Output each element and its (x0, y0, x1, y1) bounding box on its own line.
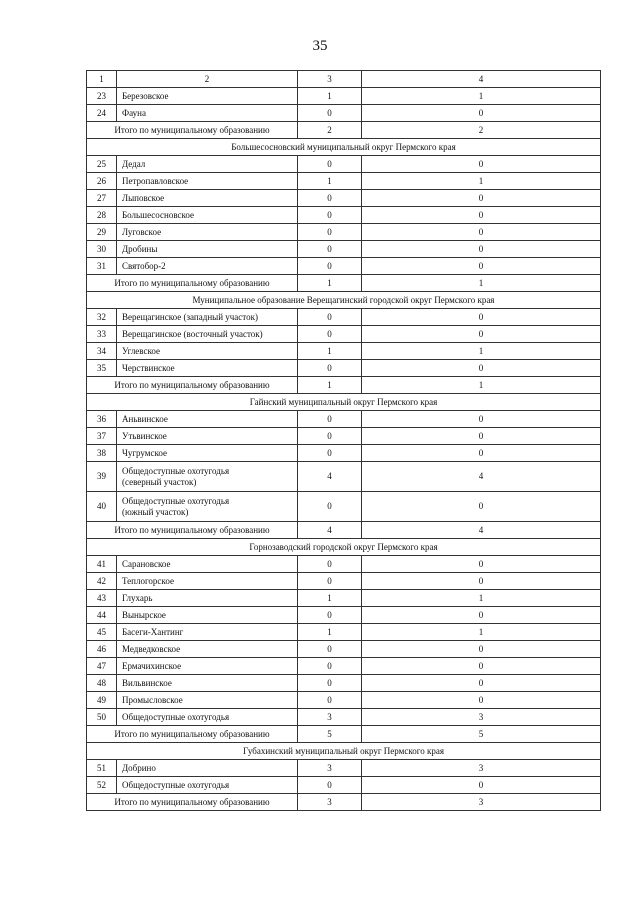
row-name (117, 624, 298, 641)
table-row (87, 760, 601, 777)
row-name-line: Верещагинское (западный участок) (122, 311, 258, 322)
row-name (117, 411, 298, 428)
row-name-line: Березовское (122, 90, 169, 101)
total-value-1: 1 (298, 377, 362, 394)
row-value-2: 3 (362, 760, 601, 777)
header-col-4: 4 (362, 71, 601, 88)
row-name-line: Большесосновское (122, 209, 195, 220)
row-name-line: Теплогорское (122, 575, 174, 586)
total-label: Итого по муниципальному образованию (87, 122, 298, 139)
row-name-line: Петропавловское (122, 175, 189, 186)
row-name (117, 573, 298, 590)
row-number: 43 (87, 590, 117, 607)
row-name (117, 309, 298, 326)
table-row (87, 624, 601, 641)
row-value-2: 0 (362, 692, 601, 709)
total-row (87, 275, 601, 292)
row-number: 46 (87, 641, 117, 658)
table-row (87, 360, 601, 377)
page-number: 35 (312, 38, 328, 54)
table-row (87, 428, 601, 445)
table-row (87, 258, 601, 275)
row-value-1: 0 (298, 556, 362, 573)
row-value-1: 0 (298, 607, 362, 624)
table-row (87, 156, 601, 173)
row-name-line: Дробины (122, 243, 158, 254)
row-name (117, 326, 298, 343)
row-name (117, 658, 298, 675)
total-row (87, 122, 601, 139)
row-name-line: Общедоступные охотугодья (122, 779, 230, 790)
row-name-line: Медведковское (122, 643, 181, 654)
row-number: 36 (87, 411, 117, 428)
table-row (87, 309, 601, 326)
row-value-2: 0 (362, 428, 601, 445)
row-name-line: Луговское (122, 226, 162, 237)
total-row (87, 522, 601, 539)
table-row (87, 492, 601, 522)
header-col-2: 2 (117, 71, 298, 88)
header-col-1: 1 (87, 71, 117, 88)
row-name (117, 692, 298, 709)
row-value-1: 0 (298, 573, 362, 590)
total-row (87, 726, 601, 743)
row-name (117, 556, 298, 573)
row-value-1: 0 (298, 658, 362, 675)
row-number: 23 (87, 88, 117, 105)
total-value-2: 4 (362, 522, 601, 539)
row-name-line-2: (южный участок) (122, 506, 189, 517)
section-header-row (87, 394, 601, 411)
row-number: 51 (87, 760, 117, 777)
section-title: Большесосновский муниципальный округ Пермского края (87, 139, 601, 156)
row-number: 28 (87, 207, 117, 224)
row-name (117, 343, 298, 360)
total-label: Итого по муниципальному образованию (87, 522, 298, 539)
row-number: 38 (87, 445, 117, 462)
row-number: 30 (87, 241, 117, 258)
row-value-1: 0 (298, 445, 362, 462)
table-row (87, 445, 601, 462)
row-number: 52 (87, 777, 117, 794)
row-name (117, 428, 298, 445)
table-row (87, 607, 601, 624)
row-number: 47 (87, 658, 117, 675)
row-value-2: 1 (362, 88, 601, 105)
row-name-line: Верещагинское (восточный участок) (122, 328, 263, 339)
row-value-2: 0 (362, 556, 601, 573)
row-number: 34 (87, 343, 117, 360)
row-name-line: Вынырское (122, 609, 166, 620)
table-row (87, 326, 601, 343)
row-number: 25 (87, 156, 117, 173)
row-value-2: 0 (362, 326, 601, 343)
table-row (87, 641, 601, 658)
row-value-1: 0 (298, 411, 362, 428)
row-number: 35 (87, 360, 117, 377)
row-value-1: 3 (298, 709, 362, 726)
row-number: 42 (87, 573, 117, 590)
row-number: 48 (87, 675, 117, 692)
row-value-2: 0 (362, 641, 601, 658)
table-row (87, 88, 601, 105)
total-value-1: 1 (298, 275, 362, 292)
row-value-2: 0 (362, 224, 601, 241)
row-value-1: 0 (298, 207, 362, 224)
row-name (117, 224, 298, 241)
row-name (117, 241, 298, 258)
row-name (117, 207, 298, 224)
row-value-1: 0 (298, 360, 362, 377)
row-name-line: Глухарь (122, 592, 153, 603)
row-value-1: 0 (298, 105, 362, 122)
row-number: 37 (87, 428, 117, 445)
row-value-2: 0 (362, 573, 601, 590)
row-name (117, 173, 298, 190)
row-name-line: Черствинское (122, 362, 175, 373)
row-name (117, 641, 298, 658)
row-value-2: 0 (362, 675, 601, 692)
row-value-2: 0 (362, 658, 601, 675)
total-value-2: 1 (362, 275, 601, 292)
table-row (87, 462, 601, 492)
table-row (87, 590, 601, 607)
row-name-line: Углевское (122, 345, 161, 356)
table-row (87, 241, 601, 258)
row-value-2: 0 (362, 190, 601, 207)
row-name-line: Общедоступные охотугодья (122, 495, 230, 506)
row-name-line: Святобор-2 (122, 260, 166, 271)
row-name (117, 590, 298, 607)
row-value-2: 1 (362, 624, 601, 641)
total-label: Итого по муниципальному образованию (87, 377, 298, 394)
row-name (117, 675, 298, 692)
row-value-1: 0 (298, 190, 362, 207)
row-name-line: Добрино (122, 762, 156, 773)
table-row (87, 692, 601, 709)
row-name (117, 492, 298, 522)
total-label: Итого по муниципальному образованию (87, 275, 298, 292)
table-row (87, 777, 601, 794)
row-value-2: 0 (362, 492, 601, 522)
row-number: 32 (87, 309, 117, 326)
section-header-row (87, 743, 601, 760)
row-name-line: Фауна (122, 107, 146, 118)
row-value-1: 0 (298, 258, 362, 275)
row-value-1: 0 (298, 692, 362, 709)
hunting-grounds-table (86, 70, 601, 811)
row-value-1: 0 (298, 641, 362, 658)
row-value-2: 0 (362, 105, 601, 122)
section-header-row (87, 539, 601, 556)
table-row (87, 343, 601, 360)
table-row (87, 709, 601, 726)
row-value-1: 0 (298, 675, 362, 692)
row-number: 40 (87, 492, 117, 522)
row-value-1: 0 (298, 224, 362, 241)
table-row (87, 207, 601, 224)
row-number: 24 (87, 105, 117, 122)
row-value-2: 0 (362, 156, 601, 173)
row-value-1: 1 (298, 343, 362, 360)
row-value-2: 0 (362, 360, 601, 377)
row-value-1: 3 (298, 760, 362, 777)
total-value-2: 3 (362, 794, 601, 811)
row-number: 49 (87, 692, 117, 709)
row-name-line: Лыповское (122, 192, 165, 203)
row-value-1: 0 (298, 492, 362, 522)
row-name-line: Чугрумское (122, 447, 168, 458)
row-value-2: 0 (362, 777, 601, 794)
row-name-line: Промысловское (122, 694, 183, 705)
row-name (117, 156, 298, 173)
table-row (87, 190, 601, 207)
total-value-1: 2 (298, 122, 362, 139)
row-value-2: 0 (362, 309, 601, 326)
row-name (117, 462, 298, 492)
total-row (87, 794, 601, 811)
row-value-2: 0 (362, 207, 601, 224)
row-value-1: 1 (298, 88, 362, 105)
row-value-2: 1 (362, 343, 601, 360)
row-name (117, 445, 298, 462)
row-number: 26 (87, 173, 117, 190)
row-name (117, 88, 298, 105)
section-header-row (87, 292, 601, 309)
total-row (87, 377, 601, 394)
row-value-2: 1 (362, 173, 601, 190)
row-name (117, 709, 298, 726)
total-value-1: 3 (298, 794, 362, 811)
row-value-1: 0 (298, 777, 362, 794)
table-row (87, 411, 601, 428)
row-name (117, 105, 298, 122)
total-label: Итого по муниципальному образованию (87, 726, 298, 743)
row-number: 45 (87, 624, 117, 641)
row-name-line: Аньвинское (122, 413, 168, 424)
row-name (117, 760, 298, 777)
header-col-3: 3 (298, 71, 362, 88)
section-title: Муниципальное образование Верещагинский городской округ Пермского края (87, 292, 601, 309)
row-value-2: 0 (362, 411, 601, 428)
row-value-1: 0 (298, 428, 362, 445)
row-value-2: 0 (362, 258, 601, 275)
row-value-1: 0 (298, 309, 362, 326)
row-number: 44 (87, 607, 117, 624)
row-value-2: 4 (362, 462, 601, 492)
row-value-1: 0 (298, 156, 362, 173)
row-name-line: Вильвинское (122, 677, 172, 688)
row-name-line: Общедоступные охотугодья (122, 711, 230, 722)
row-number: 50 (87, 709, 117, 726)
row-value-1: 0 (298, 241, 362, 258)
section-title: Гайнский муниципальный округ Пермского края (87, 394, 601, 411)
table-row (87, 573, 601, 590)
total-label: Итого по муниципальному образованию (87, 794, 298, 811)
total-value-1: 4 (298, 522, 362, 539)
row-value-1: 1 (298, 624, 362, 641)
section-header-row (87, 139, 601, 156)
total-value-1: 5 (298, 726, 362, 743)
row-value-1: 1 (298, 173, 362, 190)
section-title: Губахинский муниципальный округ Пермского края (87, 743, 601, 760)
row-number: 29 (87, 224, 117, 241)
row-value-2: 3 (362, 709, 601, 726)
row-name-line: Общедоступные охотугодья (122, 465, 230, 476)
row-number: 39 (87, 462, 117, 492)
row-name-line: Басеги-Хантинг (122, 626, 184, 637)
row-number: 27 (87, 190, 117, 207)
total-value-2: 2 (362, 122, 601, 139)
row-name (117, 190, 298, 207)
row-name-line: Сарановское (122, 558, 171, 569)
table-row (87, 556, 601, 573)
table-row (87, 675, 601, 692)
section-title: Горнозаводский городской округ Пермского края (87, 539, 601, 556)
row-value-2: 0 (362, 445, 601, 462)
row-name (117, 360, 298, 377)
row-value-2: 0 (362, 607, 601, 624)
table-row (87, 658, 601, 675)
row-name-line: Утьвинское (122, 430, 167, 441)
total-value-2: 5 (362, 726, 601, 743)
table-row (87, 105, 601, 122)
row-number: 41 (87, 556, 117, 573)
row-value-2: 0 (362, 241, 601, 258)
row-name-line: Дедал (122, 158, 146, 169)
row-value-1: 1 (298, 590, 362, 607)
row-name-line: Ермачихинское (122, 660, 182, 671)
row-name (117, 258, 298, 275)
total-value-2: 1 (362, 377, 601, 394)
row-value-2: 1 (362, 590, 601, 607)
row-number: 31 (87, 258, 117, 275)
row-value-1: 4 (298, 462, 362, 492)
row-name-line-2: (северный участок) (122, 476, 197, 487)
row-name (117, 777, 298, 794)
row-value-1: 0 (298, 326, 362, 343)
row-number: 33 (87, 326, 117, 343)
row-name (117, 607, 298, 624)
table-row (87, 173, 601, 190)
table-header-row (87, 71, 601, 88)
table-row (87, 224, 601, 241)
